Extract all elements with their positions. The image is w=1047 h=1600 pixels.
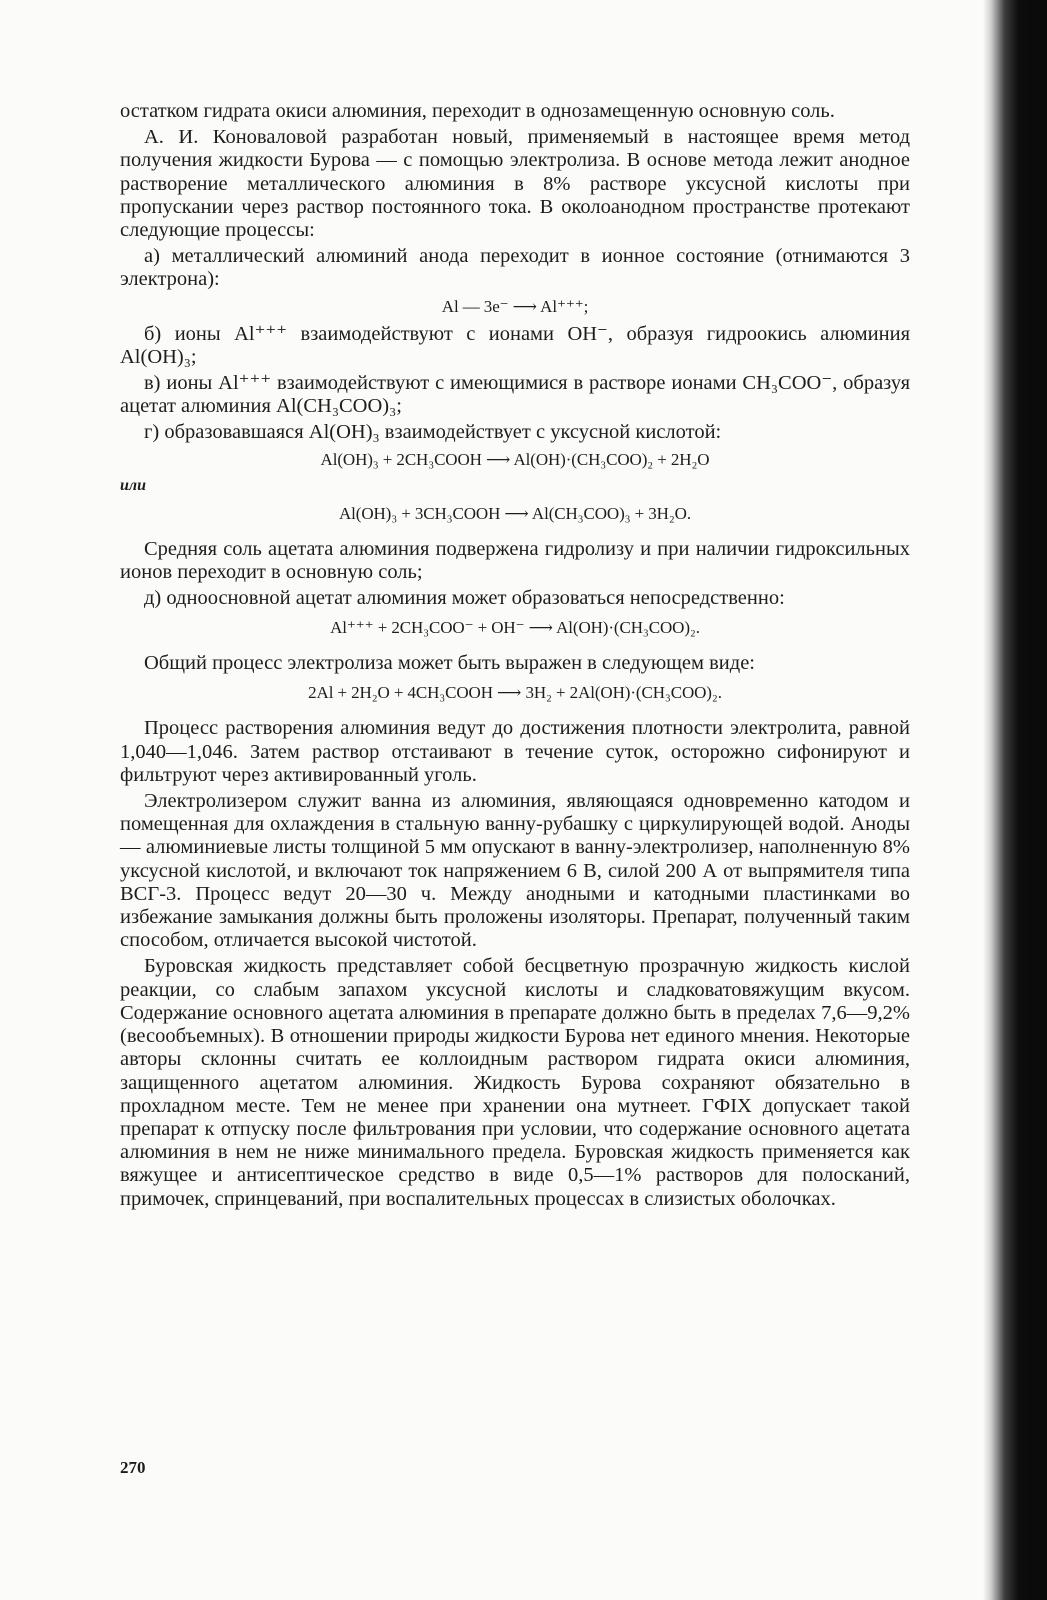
- equation-4: Al⁺⁺⁺ + 2CH₃COO⁻ + OH⁻ ⟶ Al(OH)·(CH₃COO)₂.: [330, 618, 700, 638]
- paragraph-8: д) одноосновной ацетат алюминия может образоваться непосредственно:: [144, 587, 785, 610]
- paragraph-11: Электролизером служит ванна из алюминия, являющаяся одновременно катодом и помещенная для охлаждения в стальную ванну-рубашку с циркулирующей водой. Аноды — алюминиевые листы толщиной 5 мм опускают в ванну-электролизер, наполненную 8% уксусной кислотой, и включают ток напряжением 6 В, силой 200 А от выпрямителя типа ВСГ-3. Процесс ведут 20—30 ч. Между анодными и катодными пластинками во избежание замыкания должны быть проложены изоляторы. Препарат, полученный таким способом, отличается высокой чистотой.: [120, 790, 910, 952]
- paragraph-3: а) металлический алюминий анода переходит в ионное состояние (отнимаются 3 электрона):: [120, 245, 910, 291]
- paragraph-4: б) ионы Al⁺⁺⁺ взаимодействуют с ионами OH⁻, образуя гидроокись алюминия Al(OH)₃;: [120, 322, 910, 368]
- paragraph-2: А. И. Коноваловой разработан новый, применяемый в настоящее время метод получения жидкости Бурова — с помощью электролиза. В основе метода лежит анодное растворение металлического алюминия в 8% растворе уксусной кислоты при пропускании через раствор постоянного тока. В околоанодном пространстве протекают следующие процессы:: [120, 126, 910, 242]
- paragraph-5: в) ионы Al⁺⁺⁺ взаимодействуют с имеющимися в растворе ионами CH₃COO⁻, образуя ацетат алюминия Al(CH₃COO)₃;: [120, 372, 910, 418]
- paragraph-1: остатком гидрата окиси алюминия, переходит в однозамещенную основную соль.: [120, 100, 835, 122]
- equation-2: Al(OH)₃ + 2CH₃COOH ⟶ Al(OH)·(CH₃COO)₂ + 2H₂O: [320, 449, 710, 469]
- page-edge-shadow: [983, 0, 1047, 1600]
- paragraph-6: г) образовавшаяся Al(OH)₃ взаимодействует с уксусной кислотой:: [144, 421, 722, 444]
- paragraph-9: Общий процесс электролиза может быть выражен в следующем виде:: [144, 652, 755, 675]
- equation-3: Al(OH)₃ + 3CH₃COOH ⟶ Al(CH₃COO)₃ + 3H₂O.: [338, 503, 692, 523]
- page-body: [120, 100, 910, 1214]
- paragraph-10: Процесс растворения алюминия ведут до достижения плотности электролита, равной 1,040—1,046. Затем раствор отстаивают в течение суток, осторожно сифонируют и фильтруют через активированный уголь.: [120, 717, 910, 786]
- paragraph-12: Буровская жидкость представляет собой бесцветную прозрачную жидкость кислой реакции, со слабым запахом уксусной кислоты и сладковатовяжущим вкусом. Содержание основного ацетата алюминия в препарате должно быть в пределах 7,6—9,2% (весообъемных). В отношении природы жидкости Бурова нет единого мнения. Некоторые авторы склонны считать ее коллоидным раствором гидрата окиси алюминия, защищенного ацетатом алюминия. Жидкость Бурова сохраняют обязательно в прохладном месте. Тем не менее при хранении она мутнеет. ГФIX допускает такой препарат к отпуску после фильтрования при условии, что содержание основного ацетата алюминия в нем не ниже минимального предела. Буровская жидкость применяется как вяжущее и антисептическое средство в виде 0,5—1% растворов для полосканий, примочек, спринцеваний, при воспалительных процессах в слизистых оболочках.: [120, 955, 910, 1210]
- page-number: 270: [120, 1458, 146, 1477]
- equation-5: 2Al + 2H₂O + 4CH₃COOH ⟶ 3H₂ + 2Al(OH)·(CH₃COO)₂.: [308, 683, 722, 703]
- paragraph-7: Средняя соль ацетата алюминия подвержена гидролизу и при наличии гидроксильных ионов переходит в основную соль;: [120, 537, 910, 583]
- equation-1: Al — 3e⁻ ⟶ Al⁺⁺⁺;: [441, 296, 589, 316]
- or-label: или: [120, 476, 147, 494]
